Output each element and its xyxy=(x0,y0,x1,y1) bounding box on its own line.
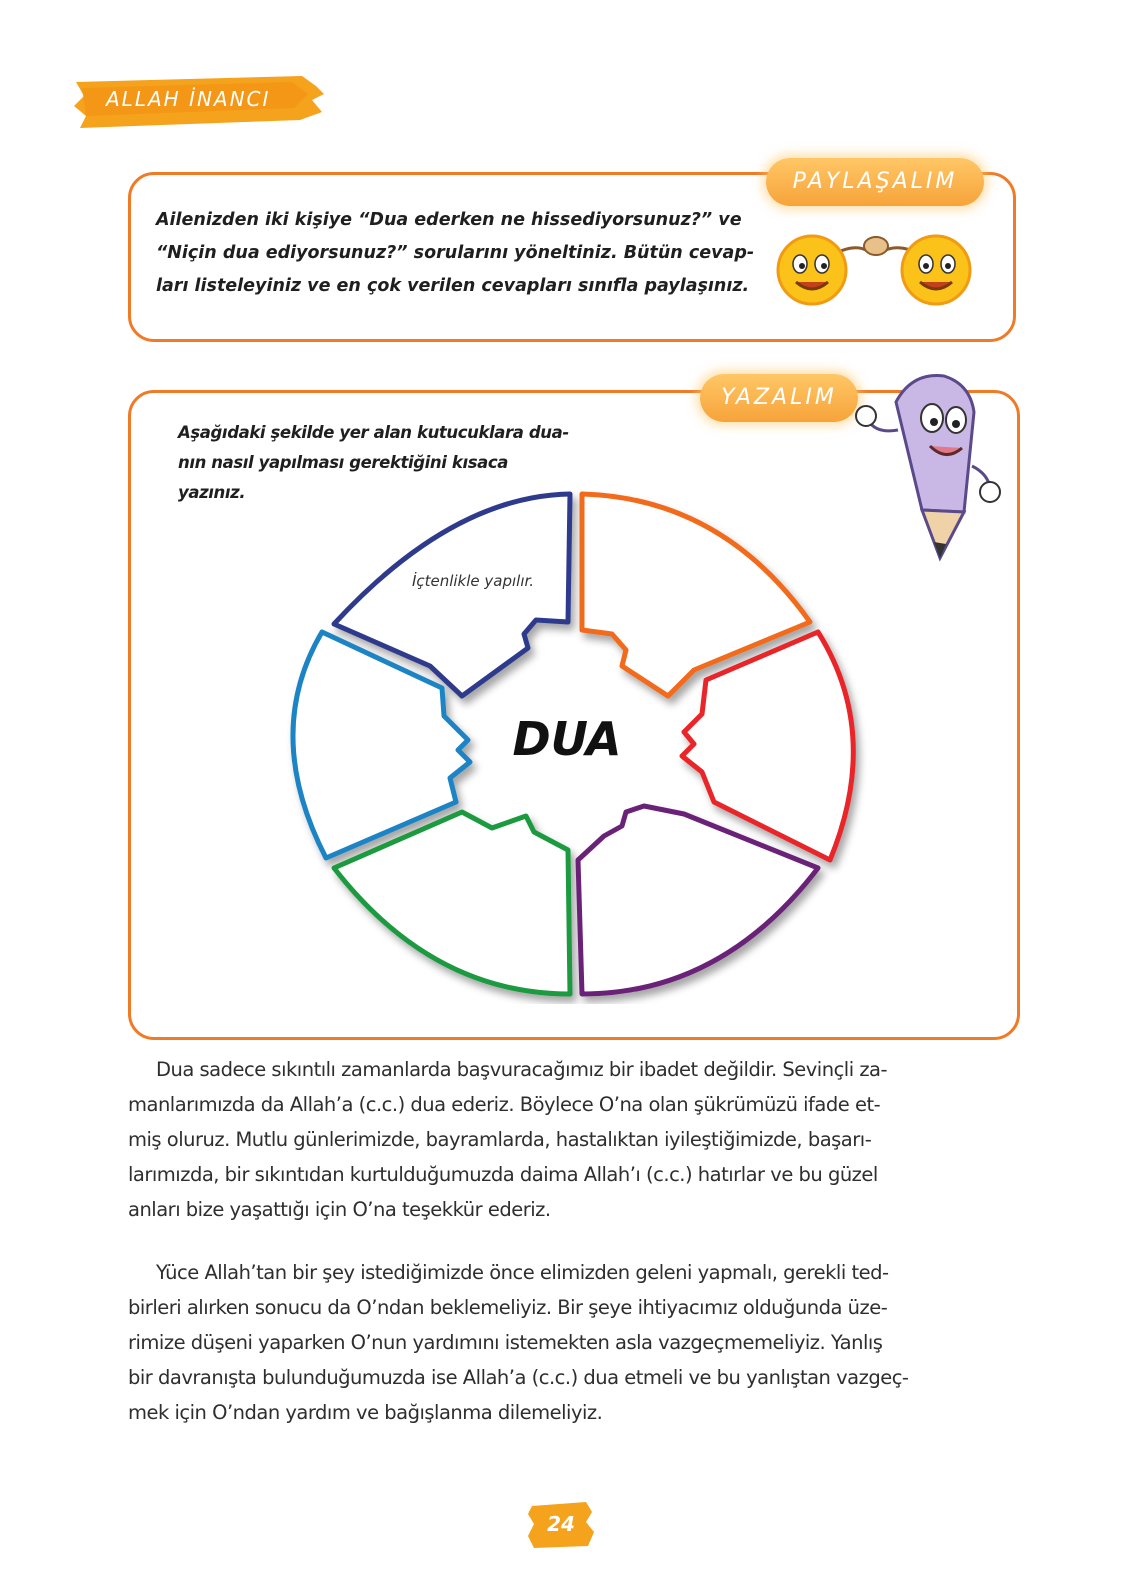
paragraph-line: anları bize yaşattığı için O’na teşekkür ederiz. xyxy=(128,1198,551,1221)
paragraph-line: miş oluruz. Mutlu günlerimizde, bayramlarda, hastalıktan iyileştiğimizde, başarı- xyxy=(128,1128,872,1151)
write-activity-line: nın nasıl yapılması gerektiğini kısaca yazınız. xyxy=(178,453,508,502)
paragraph-line: larımızda, bir sıkıntıdan kurtulduğumuzda daima Allah’ı (c.c.) hatırlar ve bu güzel xyxy=(128,1163,878,1186)
write-activity-line: Aşağıdaki şekilde yer alan kutucuklara dua- xyxy=(178,423,569,442)
paragraph-line: Yüce Allah’tan bir şey istediğimizde önce elimizden geleni yapmalı, gerekli ted- xyxy=(156,1261,889,1284)
share-activity-line: Ailenizden iki kişiye “Dua ederken ne hissediyorsunuz?” ve xyxy=(156,210,742,230)
dua-wheel-diagram xyxy=(282,484,872,1004)
paragraph-line: birleri alırken sonucu da O’ndan beklemeliyiz. Bir şeye ihtiyacımız olduğunda üze- xyxy=(128,1296,888,1319)
paragraph-line: bir davranışta bulunduğumuzda ise Allah’a (c.c.) dua etmeli ve bu yanlıştan vazgeç- xyxy=(128,1366,909,1389)
share-activity-line: “Niçin dua ediyorsunuz?” sorularını yöneltiniz. Bütün cevap- xyxy=(156,243,755,263)
share-activity-text xyxy=(156,204,772,303)
section-title-tag xyxy=(72,72,328,130)
page-number-badge xyxy=(526,1500,596,1550)
paragraph-line: Dua sadece sıkıntılı zamanlarda başvuracağımız bir ibadet değildir. Sevinçli za- xyxy=(156,1058,888,1081)
paragraph-1 xyxy=(128,1052,1024,1227)
diagram-center-label: DUA xyxy=(512,712,622,766)
smiley-faces-icon xyxy=(770,222,982,312)
paragraph-line: manlarımızda da Allah’a (c.c.) dua ederiz. Böylece O’na olan şükrümüzü ifade et- xyxy=(128,1093,881,1116)
pencil-character-icon xyxy=(852,362,1002,568)
page-number: 24 xyxy=(547,1512,575,1536)
share-activity-line: ları listeleyiniz ve en çok verilen cevapları sınıfla paylaşınız. xyxy=(156,276,750,296)
paragraph-line: rimize düşeni yaparken O’nun yardımını istemekten asla vazgeçmemeliyiz. Yanlış xyxy=(128,1331,883,1354)
diagram-slot-text: İçtenlikle yapılır. xyxy=(411,572,535,590)
paragraph-line: mek için O’ndan yardım ve bağışlanma dilemeliyiz. xyxy=(128,1401,603,1424)
write-activity-badge: YAZALIM xyxy=(700,374,858,422)
share-activity-badge: PAYLAŞALIM xyxy=(766,158,984,206)
paragraph-2 xyxy=(128,1255,1024,1430)
section-title: ALLAH İNANCI xyxy=(106,87,271,111)
